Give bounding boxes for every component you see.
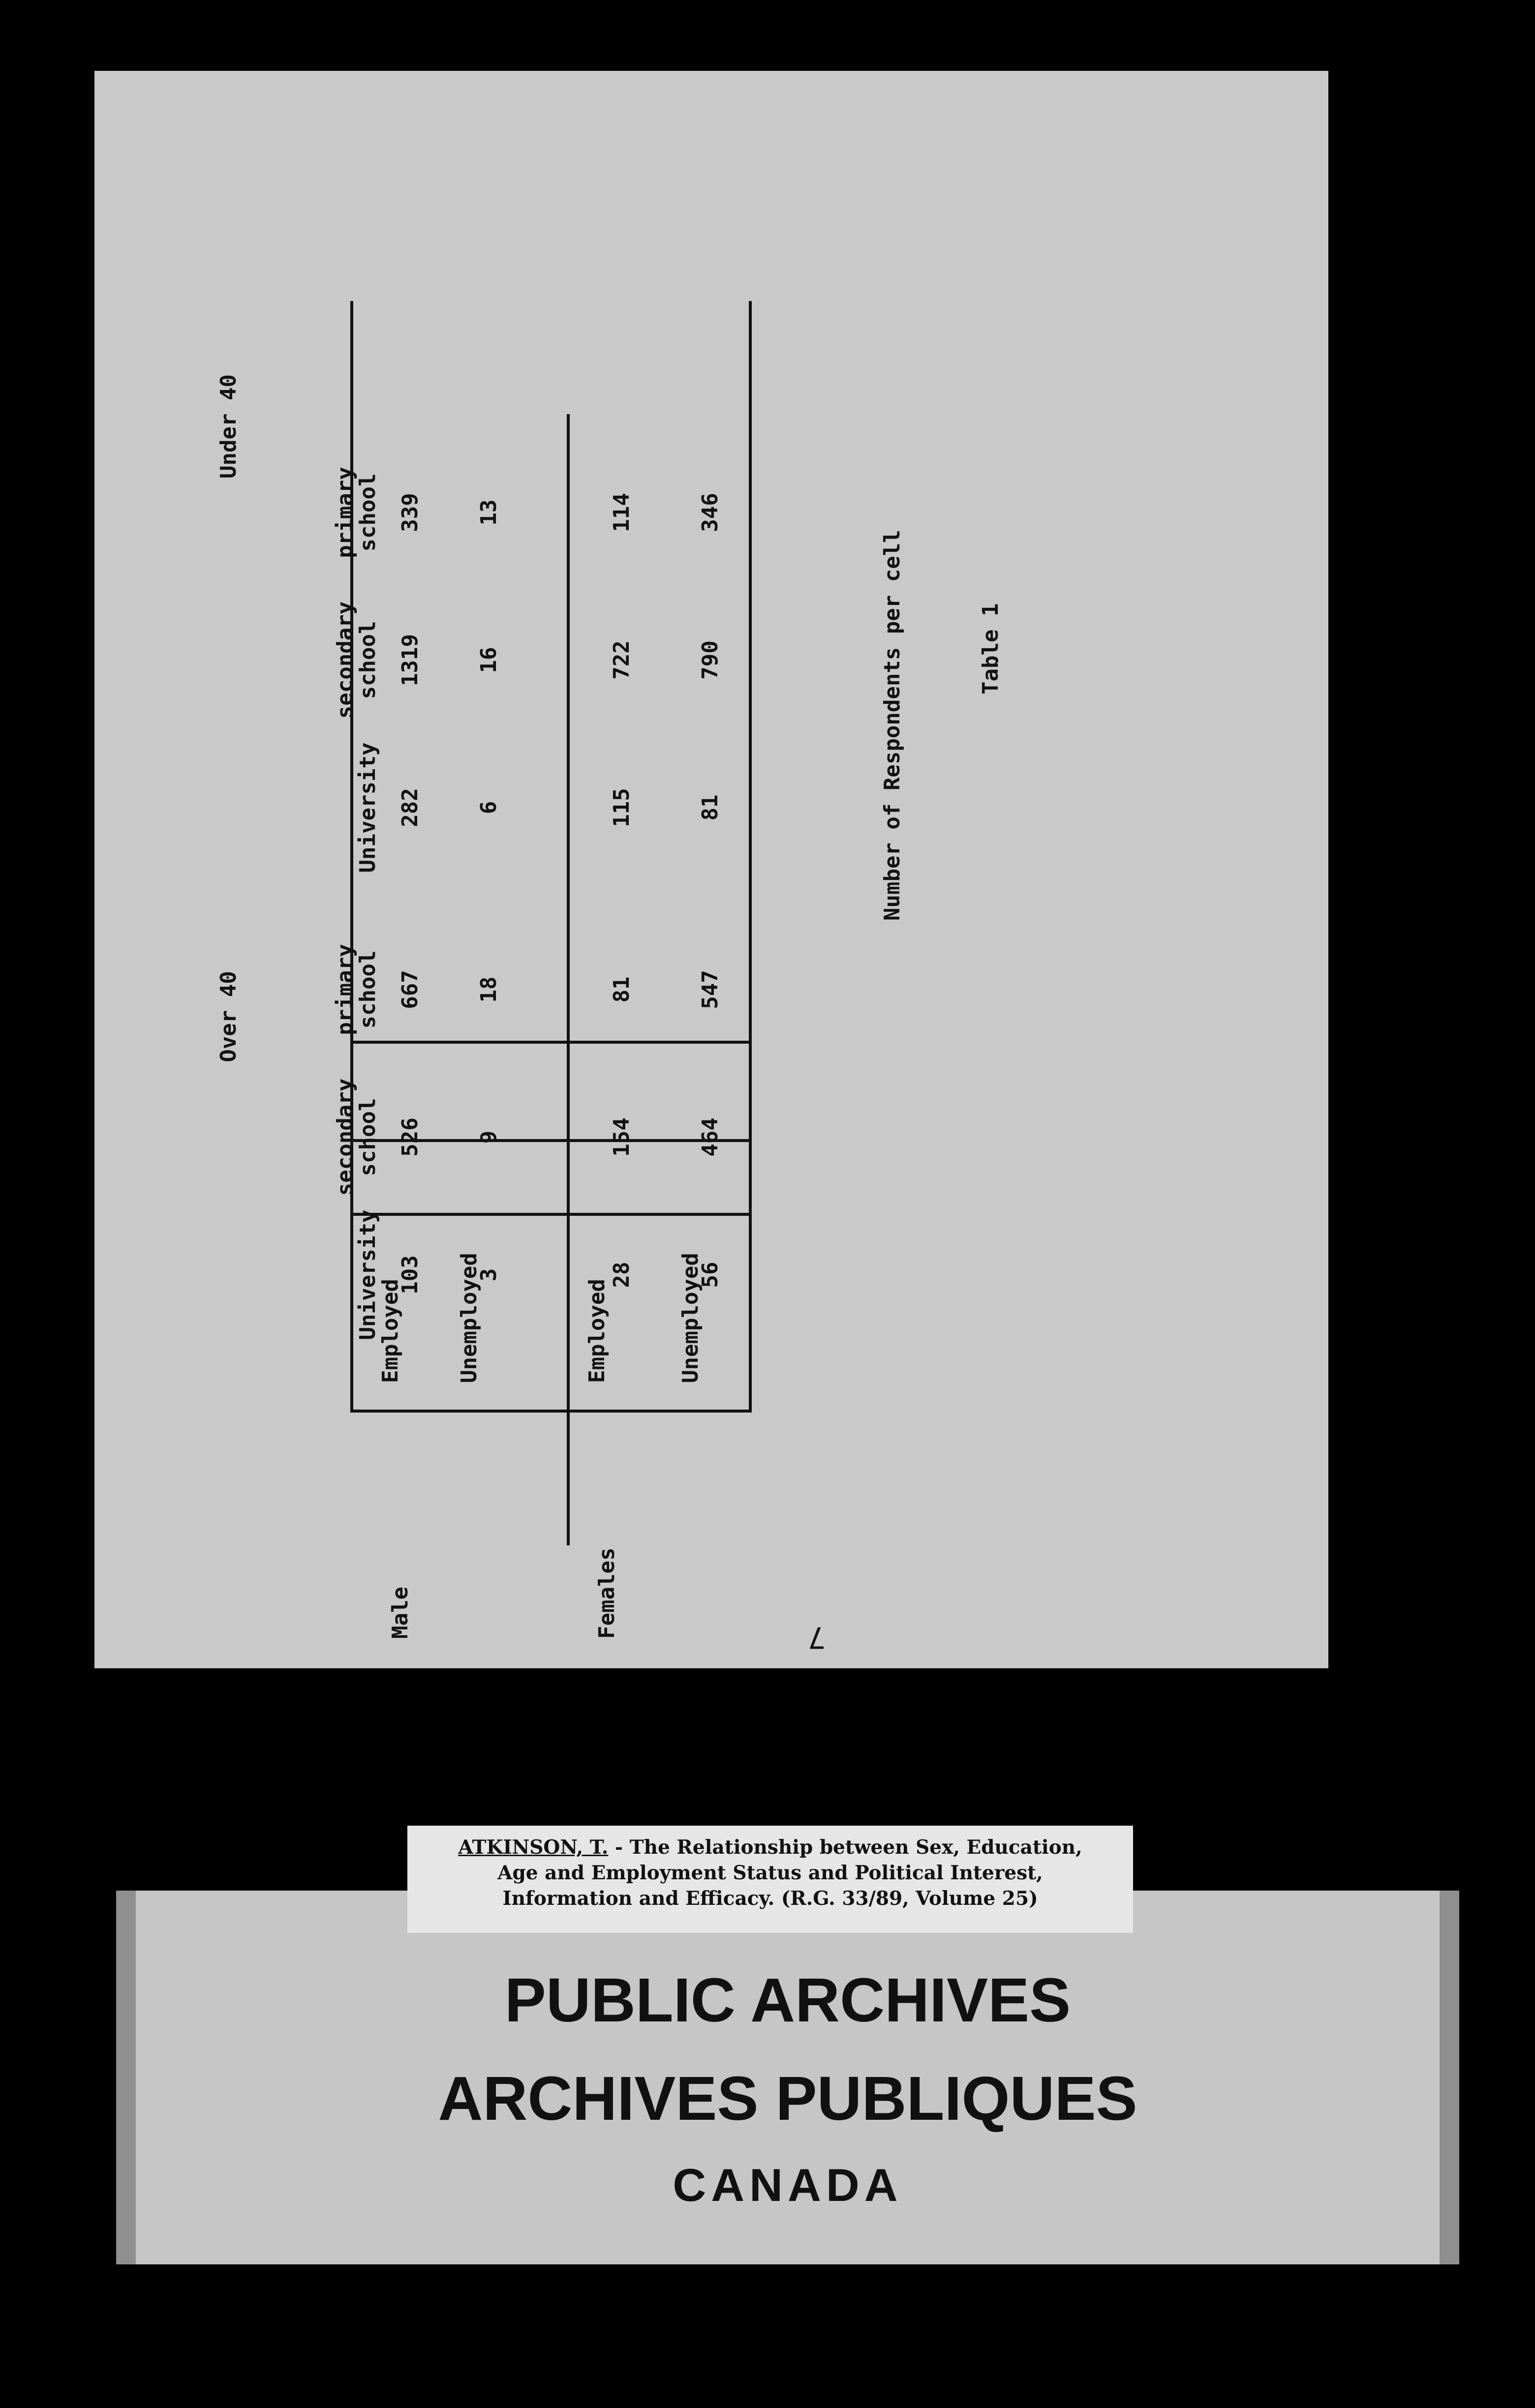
education-header: University xyxy=(355,742,380,873)
slip-line-1 xyxy=(417,1835,1123,1860)
education-header: school xyxy=(355,950,380,1029)
table-cell: 18 xyxy=(476,976,501,1003)
table-cell: 16 xyxy=(476,647,501,673)
table-cell: 81 xyxy=(698,794,723,821)
age-group-under-40: Under 40 xyxy=(216,374,241,479)
table-cell: 81 xyxy=(609,976,634,1003)
table-cell: 115 xyxy=(609,788,634,827)
table-cell: 114 xyxy=(609,493,634,532)
archives-line-3: CANADA xyxy=(673,2159,903,2211)
education-header: school xyxy=(355,473,380,552)
education-header: secondary xyxy=(333,601,358,719)
sex-label-male: Male xyxy=(388,1587,413,1639)
education-header: University xyxy=(355,1209,380,1340)
document-sheet xyxy=(94,71,1328,1668)
table-cell: 28 xyxy=(609,1262,634,1288)
table-cell: 722 xyxy=(609,640,634,680)
table-cell: 56 xyxy=(698,1262,723,1288)
table-cell: 464 xyxy=(698,1117,723,1157)
status-male-employed: Employed xyxy=(378,1279,403,1383)
table-cell: 339 xyxy=(398,493,423,532)
table-cell: 154 xyxy=(609,1117,634,1157)
table-cell: 667 xyxy=(398,970,423,1009)
education-header: secondary xyxy=(333,1078,358,1196)
education-header: school xyxy=(355,1098,380,1176)
table-left-line xyxy=(350,1410,752,1413)
sex-label-females: Females xyxy=(594,1547,619,1639)
table-caption: Number of Respondents per cell xyxy=(880,530,905,921)
table-cell: 790 xyxy=(698,640,723,680)
table-cell: 1319 xyxy=(398,634,423,686)
table-cell: 103 xyxy=(398,1255,423,1294)
age-group-over-40: Over 40 xyxy=(216,971,241,1062)
slip-line-2: Age and Employment Status and Political Interest, xyxy=(497,1862,1043,1884)
slip-author: ATKINSON, T. xyxy=(458,1836,609,1859)
status-male-unemployed: Unemployed xyxy=(457,1253,482,1383)
slip-line-3: Information and Efficacy. (R.G. 33/89, Volume 25) xyxy=(502,1887,1038,1910)
education-header: primary xyxy=(333,944,358,1035)
archives-line-1: PUBLIC ARCHIVES xyxy=(504,1965,1071,2035)
table-cell: 526 xyxy=(398,1117,423,1157)
table-col-divider xyxy=(567,414,570,1545)
catalog-slip xyxy=(407,1826,1133,1933)
table-label: Table 1 xyxy=(978,603,1003,694)
slip-title-start: - The Relationship between Sex, Education, xyxy=(608,1836,1082,1859)
table-cell: 9 xyxy=(476,1130,501,1144)
table-cell: 6 xyxy=(476,801,501,814)
education-header: primary xyxy=(333,467,358,558)
table-cell: 547 xyxy=(698,970,723,1009)
table-bottom-line xyxy=(749,301,752,1413)
archives-line-2: ARCHIVES PUBLIQUES xyxy=(438,2064,1137,2133)
status-female-unemployed: Unemployed xyxy=(678,1253,703,1383)
education-header: school xyxy=(355,621,380,699)
table-cell: 282 xyxy=(398,788,423,827)
archives-banner xyxy=(116,1891,1459,2264)
rotated-table xyxy=(94,340,1328,1668)
page-mark: 7 xyxy=(808,1620,826,1655)
table-cell: 13 xyxy=(476,499,501,526)
table-cell: 3 xyxy=(476,1268,501,1282)
status-female-employed: Employed xyxy=(584,1279,610,1383)
table-cell: 346 xyxy=(698,493,723,532)
